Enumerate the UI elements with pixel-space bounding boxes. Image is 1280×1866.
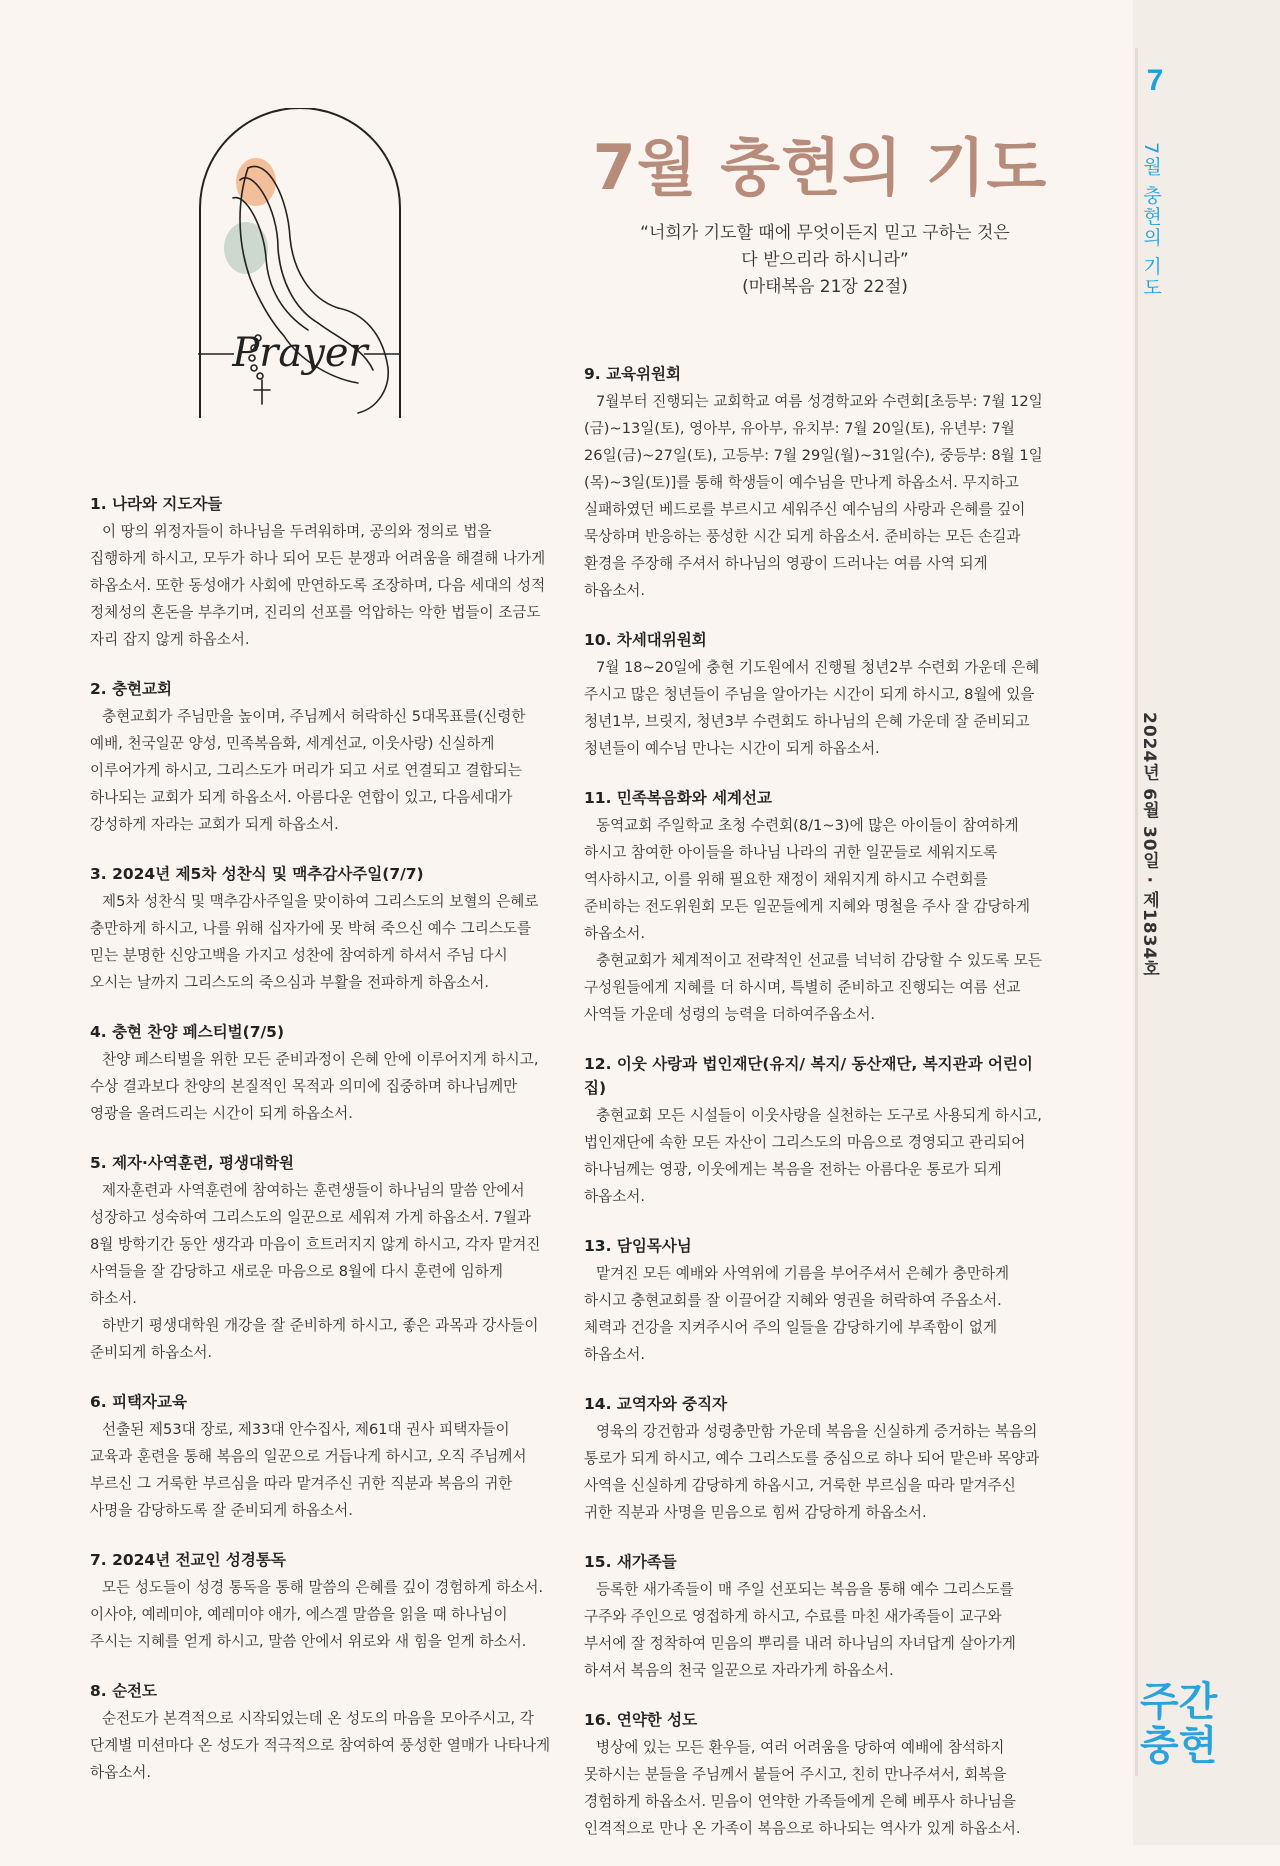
page-number: 7: [1146, 64, 1164, 97]
praying-hands-illustration: [198, 108, 458, 468]
prayer-item-title: 6. 피택자교육: [90, 1393, 187, 1411]
prayer-item-14: [584, 1392, 1046, 1526]
prayer-item-text: 제자훈련과 사역훈련에 참여하는 훈련생들이 하나님의 말씀 안에서 성장하고 성숙하여 그리스도의 일꾼으로 세워져 가게 하옵소서. 7월과 8월 방학기간 동안 생각과 마음이 흐트러지지 않게 하시고, 각자 맡겨진 사역들을 잘 감당하고 새로운 마음으로 8월에 다시 훈련에 임하게 하소서.: [90, 1182, 541, 1307]
prayer-item-text: 충현교회가 체계적이고 전략적인 선교를 넉넉히 감당할 수 있도록 모든 구성원들에게 지혜를 더 하시며, 특별히 준비하고 진행되는 여름 선교 사역들 가운데 성령의 능력을 더하여주옵소서.: [584, 952, 1042, 1023]
prayer-item-text: 이 땅의 위정자들이 하나님을 두려워하며, 공의와 정의로 법을 집행하게 하시고, 모두가 하나 되어 모든 분쟁과 어려움을 해결해 나가게 하옵소서. 또한 동성애가 사회에 만연하도록 조장하며, 다음 세대의 성적 정체성의 혼돈을 부추기며, 진리의 선포를 억압하는 악한 법들이 조금도 자리 잡지 않게 하옵소서.: [90, 523, 546, 648]
prayer-item-title: 13. 담임목사님: [584, 1237, 692, 1255]
prayer-item-text: 충현교회가 주님만을 높이며, 주님께서 허락하신 5대목표를(신령한 예배, 천국일꾼 양성, 민족복음화, 세계선교, 이웃사랑) 신실하게 이루어가게 하시고, 그리스도가 머리가 되고 서로 연결되고 결합되는 하나되는 교회가 되게 하옵소서. 아름다운 연합이 있고, 다음세대가 강성하게 자라는 교회가 되게 하옵소서.: [90, 708, 526, 833]
prayer-item-text: 동역교회 주일학교 초청 수련회(8/1~3)에 많은 아이들이 참여하게 하시고 참여한 아이들을 하나님 나라의 귀한 일꾼들로 세워지도록 역사하시고, 이를 위해 필요한 재정이 채워지게 하시고 수련회를 준비하는 전도위원회 모든 일꾼들에게 지혜와 명철을 주사 잘 감당하게 하옵소서.: [584, 817, 1030, 942]
prayer-item-7: [90, 1548, 552, 1655]
prayer-item-title: 9. 교육위원회: [584, 365, 681, 383]
peach-blob: [236, 158, 276, 206]
prayer-item-11: [584, 786, 1046, 1028]
prayer-item-title: 14. 교역자와 중직자: [584, 1395, 728, 1413]
prayer-item-text: 충현교회 모든 시설들이 이웃사랑을 실천하는 도구로 사용되게 하시고, 법인재단에 속한 모든 자산이 그리스도의 마음으로 경영되고 관리되어 하나님께는 영광, 이웃에게는 복음을 전하는 아름다운 통로가 되게 하옵소서.: [584, 1107, 1042, 1205]
prayer-item-8: [90, 1679, 552, 1786]
prayer-item-text: 하반기 평생대학원 개강을 잘 준비하게 하시고, 좋은 과목과 강사들이 준비되게 하옵소서.: [90, 1317, 539, 1361]
prayer-item-16: [584, 1708, 1046, 1842]
prayer-item-text: 7월 18~20일에 충현 기도원에서 진행될 청년2부 수련회 가운데 은혜 주시고 많은 청년들이 주님을 알아가는 시간이 되게 하시고, 8월에 있을 청년1부, 브릿지, 청년3부 수련회도 하나님의 은혜 가운데 잘 준비되고 청년들이 예수님 만나는 시간이 되게 하옵소서.: [584, 659, 1040, 757]
verse-reference: (마태복음 21장 22절): [742, 277, 908, 297]
prayer-item-text: 맡겨진 모든 예배와 사역위에 기름을 부어주셔서 은혜가 충만하게 하시고 충현교회를 잘 이끌어갈 지혜와 영권을 허락하여 주옵소서. 체력과 건강을 지켜주시어 주의 일들을 감당하기에 부족함이 없게 하옵소서.: [584, 1265, 1010, 1363]
right-column: [584, 362, 1046, 1866]
prayer-item-title: 11. 민족복음화와 세계선교: [584, 789, 772, 807]
verse-line-1: “너희가 기도할 때에 무엇이든지 믿고 구하는 것은: [640, 223, 1010, 243]
prayer-item-title: 4. 충현 찬양 페스티벌(7/5): [90, 1023, 285, 1041]
sidebar-section-title: 7월 충현의 기도: [1140, 142, 1162, 299]
prayer-item-12: [584, 1052, 1046, 1210]
page-title: 7월 충현의 기도: [592, 131, 1048, 204]
prayer-item-title: 12. 이웃 사랑과 법인재단(유지/ 복지/ 동산재단, 복지관과 어린이집): [584, 1055, 1033, 1097]
prayer-item-text: 순전도가 본격적으로 시작되었는데 온 성도의 마음을 모아주시고, 각 단계별 미션마다 온 성도가 적극적으로 참여하여 풍성한 열매가 나타나게 하옵소서.: [90, 1710, 551, 1781]
prayer-item-text: 병상에 있는 모든 환우들, 여러 어려움을 당하여 예배에 참석하지 못하시는 분들을 주님께서 붙들어 주시고, 친히 만나주셔서, 회복을 경험하게 하옵소서. 믿음이 연약한 가족들에게 은혜 베푸사 하나님을 인격적으로 만나 온 가족이 복음으로 하나되는 역사가 있게 하옵소서.: [584, 1739, 1021, 1837]
prayer-item-13: [584, 1234, 1046, 1368]
prayer-item-title: 2. 충현교회: [90, 680, 172, 698]
prayer-item-text: 7월부터 진행되는 교회학교 여름 성경학교와 수련회[초등부: 7월 12일(금)~13일(토), 영아부, 유아부, 유치부: 7월 20일(토), 유년부: 7월 26일(금)~27일(토), 고등부: 7월 29일(월)~31일(수), 중등부: 8월 1일(목)~3일(토)]를 통해 학생들이 예수님을 만나게 하옵소서. 무지하고 실패하였던 베드로를 부르시고 세워주신 예수님의 사랑과 은혜를 깊이 묵상하며 반응하는 풍성한 시간 되게 하옵소서. 준비하는 모든 손길과 환경을 주장해 주셔서 하나님의 영광이 드러나는 여름 사역 되게 하옵소서.: [584, 393, 1043, 599]
brand-line-1: 주간: [1140, 1679, 1218, 1725]
prayer-item-text: 모든 성도들이 성경 통독을 통해 말씀의 은혜를 깊이 경험하게 하소서. 이사야, 예레미야, 예레미야 애가, 에스겔 말씀을 읽을 때 하나님이 주시는 지혜를 얻게 하시고, 말씀 안에서 위로와 새 힘을 얻게 하소서.: [90, 1579, 544, 1650]
prayer-item-2: [90, 677, 552, 838]
prayer-item-title: 15. 새가족들: [584, 1553, 677, 1571]
prayer-item-title: 7. 2024년 전교인 성경통독: [90, 1551, 286, 1569]
prayer-item-title: 10. 차세대위원회: [584, 631, 707, 649]
prayer-item-text: 찬양 페스티벌을 위한 모든 준비과정이 은혜 안에 이루어지게 하시고, 수상 결과보다 찬양의 본질적인 목적과 의미에 집중하며 하나님께만 영광을 올려드리는 시간이 되게 하옵소서.: [90, 1051, 539, 1122]
verse-block: [585, 220, 1065, 301]
prayer-item-title: 1. 나라와 지도자들: [90, 495, 223, 513]
prayer-item-4: [90, 1020, 552, 1127]
prayer-item-5: [90, 1151, 552, 1366]
prayer-item-text: 영육의 강건함과 성령충만함 가운데 복음을 신실하게 증거하는 복음의 통로가 되게 하시고, 예수 그리스도를 중심으로 하나 되어 맡은바 목양과 사역을 신실하게 감당하게 하옵시고, 거룩한 부르심을 따라 맡겨주신 귀한 직분과 사명을 믿음으로 힘써 감당하게 하옵소서.: [584, 1423, 1040, 1521]
prayer-item-1: [90, 492, 552, 653]
left-column: [90, 492, 552, 1810]
prayer-item-9: [584, 362, 1046, 604]
brand-line-2: 충현: [1140, 1723, 1218, 1769]
prayer-item-3: [90, 862, 552, 996]
prayer-item-text: 선출된 제53대 장로, 제33대 안수집사, 제61대 권사 피택자들이 교육과 훈련을 통해 복음의 일꾼으로 거듭나게 하시고, 오직 주님께서 부르신 그 거룩한 부르심을 따라 맡겨주신 귀한 직분과 복음의 귀한 사명을 감당하도록 잘 준비되게 하옵소서.: [90, 1421, 527, 1519]
prayer-script-label: Prayer: [232, 330, 368, 376]
prayer-item-title: 5. 제자·사역훈련, 평생대학원: [90, 1154, 294, 1172]
brand-logo: [1140, 1680, 1250, 1768]
prayer-item-15: [584, 1550, 1046, 1684]
prayer-item-title: 3. 2024년 제5차 성찬식 및 맥추감사주일(7/7): [90, 865, 424, 883]
sidebar-date-issue: 2024년 6월 30일 · 제1834호: [1139, 712, 1159, 979]
prayer-item-6: [90, 1390, 552, 1524]
prayer-item-title: 8. 순전도: [90, 1682, 157, 1700]
prayer-item-text: 등록한 새가족들이 매 주일 선포되는 복음을 통해 예수 그리스도를 구주와 주인으로 영접하게 하시고, 수료를 마친 새가족들이 교구와 부서에 잘 정착하여 믿음의 뿌리를 내려 하나님의 자녀답게 살아가게 하셔서 복음의 천국 일꾼으로 자라가게 하옵소서.: [584, 1581, 1016, 1679]
prayer-item-title: 16. 연약한 성도: [584, 1711, 698, 1729]
prayer-item-10: [584, 628, 1046, 762]
prayer-item-text: 제5차 성찬식 및 맥추감사주일을 맞이하여 그리스도의 보혈의 은혜로 충만하게 하시고, 나를 위해 십자가에 못 박혀 죽으신 예수 그리스도를 믿는 분명한 신앙고백을 가지고 성찬에 참여하게 하셔서 주님 다시 오시는 날까지 그리스도의 죽으심과 부활을 전파하게 하옵소서.: [90, 893, 539, 991]
verse-line-2: 다 받으리라 하시니라”: [741, 250, 909, 270]
